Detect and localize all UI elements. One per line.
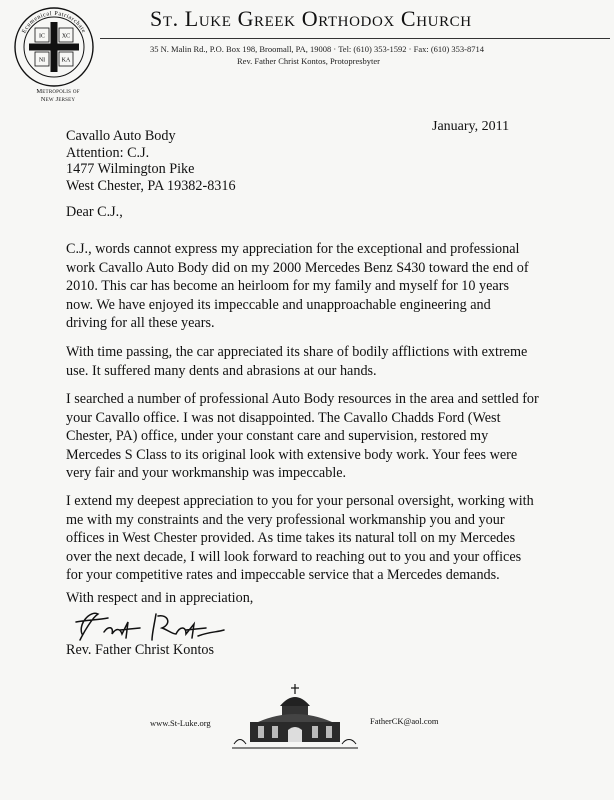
- closing: With respect and in appreciation,: [66, 590, 254, 606]
- svg-text:Ecumenical Patriarchate: Ecumenical Patriarchate: [21, 10, 87, 35]
- text-line: Chester, PA) office, under your constant care and supervision, restored my: [66, 428, 489, 445]
- handwritten-signature-icon: [68, 604, 248, 646]
- text-line: 2010. This car has become an heirloom for my family and myself for 10 years: [66, 278, 509, 295]
- svg-text:NI: NI: [38, 57, 46, 64]
- text-line: With time passing, the car appreciated its share of bodily afflictions with extreme: [66, 344, 528, 360]
- text-line: I extend my deepest appreciation to you for your personal oversight, working with: [66, 493, 534, 509]
- paragraph-3: [66, 390, 566, 483]
- recipient-address: [66, 128, 236, 194]
- recipient-line: 1477 Wilmington Pike: [66, 161, 195, 177]
- church-name: St. Luke Greek Orthodox Church: [150, 6, 472, 31]
- diocese-label: [30, 88, 86, 104]
- website-link[interactable]: www.St-Luke.org: [150, 718, 211, 728]
- text-line: your Cavallo office. I was not disappointed. The Cavallo Chadds Ford (West: [66, 409, 501, 426]
- text-line: driving for all these years.: [66, 315, 215, 332]
- signer-name: Rev. Father Christ Kontos: [66, 642, 215, 658]
- recipient-line: Cavallo Auto Body: [66, 128, 176, 144]
- text-line: very fair and your workmanship was impeccable.: [66, 465, 347, 482]
- church-building-icon: [228, 682, 362, 752]
- svg-text:KA: KA: [61, 57, 71, 64]
- text-line: over the next decade, I will look forward to reaching out to you and your offices: [66, 548, 522, 565]
- ecumenical-patriarchate-seal-icon: [13, 6, 95, 88]
- text-line: now. We have enjoyed its impeccable and unapproachable engineering and: [66, 296, 491, 313]
- diocese-line-2: New Jersey: [40, 96, 76, 103]
- text-line: Mercedes S Class to its original look with extensive body work. Your fees were: [66, 446, 518, 463]
- text-line: for your competitive rates and impeccable service that a Mercedes demands.: [66, 567, 500, 584]
- text-line: C.J., words cannot express my appreciation for the exceptional and professional: [66, 241, 520, 257]
- svg-text:XC: XC: [61, 33, 71, 40]
- paragraph-4: [66, 492, 566, 585]
- letterhead-rule: [100, 38, 610, 39]
- diocese-line-1: Metropolis of: [36, 88, 80, 95]
- text-line: me with my constraints and the very professional workmanship you and your: [66, 511, 505, 528]
- svg-text:IC: IC: [39, 33, 45, 40]
- paragraph-2: [66, 343, 566, 380]
- text-line: use. It suffered many dents and abrasions at our hands.: [66, 362, 377, 379]
- text-line: work Cavallo Auto Body did on my 2000 Mercedes Benz S430 toward the end of: [66, 259, 529, 276]
- priest-line: Rev. Father Christ Kontos, Protopresbyter: [237, 56, 380, 66]
- letter-date: January, 2011: [432, 119, 510, 134]
- paragraph-1: [66, 240, 566, 333]
- email-link[interactable]: FatherCK@aol.com: [370, 716, 439, 726]
- recipient-line: West Chester, PA 19382-8316: [66, 177, 236, 194]
- recipient-line: Attention: C.J.: [66, 144, 150, 161]
- church-address: 35 N. Malin Rd., P.O. Box 198, Broomall, PA, 19008 · Tel: (610) 353-1592 · Fax: (610) 353-8714: [150, 44, 484, 54]
- text-line: offices in West Chester provided. As time takes its natural toll on my Mercedes: [66, 530, 516, 547]
- text-line: I searched a number of professional Auto Body resources in the area and settled for: [66, 391, 539, 407]
- salutation: Dear C.J.,: [66, 204, 123, 220]
